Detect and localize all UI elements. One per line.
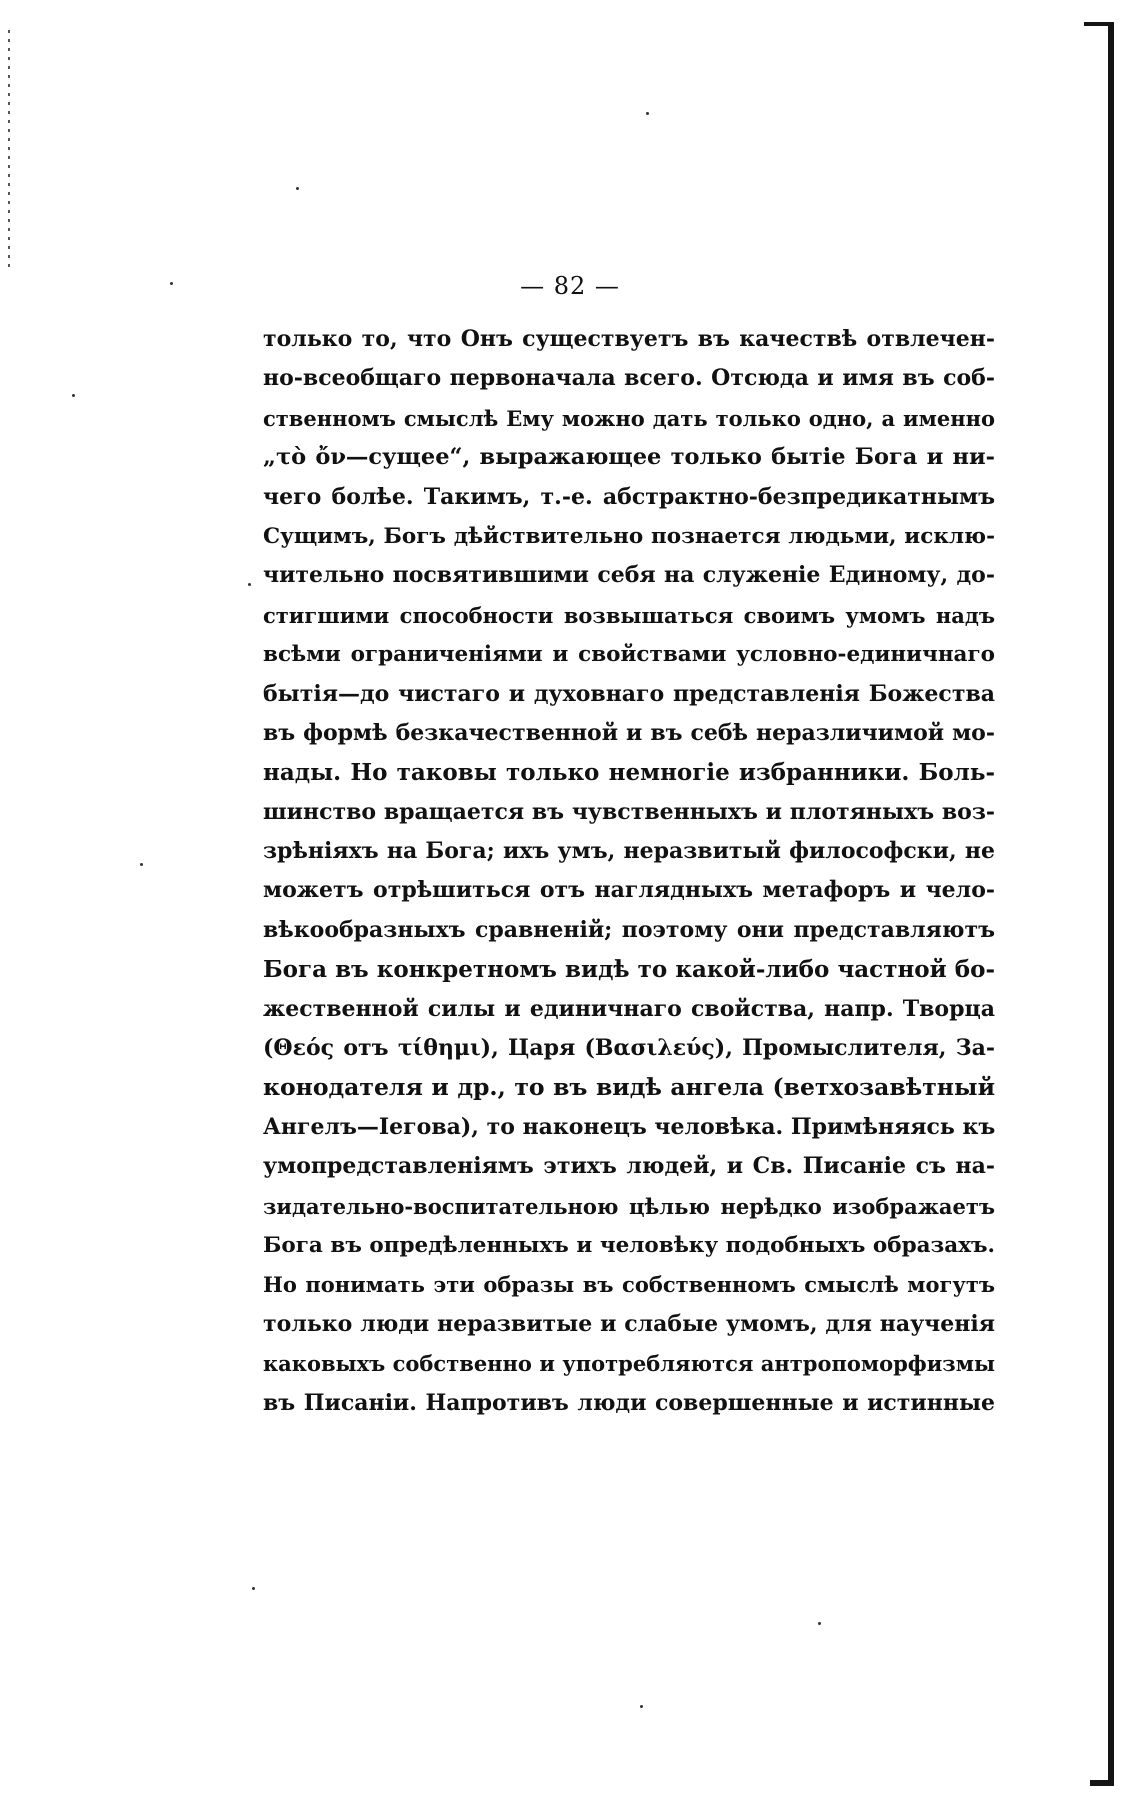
text-line: жественной силы и единичнаго свойства, напр. Творца xyxy=(263,995,995,1022)
text-line: только люди неразвитые и слабые умомъ, для наученія xyxy=(263,1310,995,1337)
scan-speck xyxy=(140,863,143,866)
body-text xyxy=(263,320,995,1423)
text-line: всѣми ограниченіями и свойствами условно-единичнаго xyxy=(263,642,995,668)
text-line: но-всеобщаго первоначала всего. Отсюда и имя въ соб- xyxy=(263,365,995,392)
text-line: Сущимъ, Богъ дѣйствительно познается людьми, исклю- xyxy=(263,523,995,549)
text-line: конодателя и др., то въ видѣ ангела (ветхозавѣтный xyxy=(263,1073,995,1102)
text-line: ственномъ смыслѣ Ему можно дать только одно, а именно xyxy=(263,405,995,431)
scan-left-edge-marks xyxy=(8,30,10,270)
text-line: каковыхъ собственно и употребляются антропоморфизмы xyxy=(263,1351,995,1377)
text-line: стигшими способности возвышаться своимъ умомъ надъ xyxy=(263,602,995,628)
text-line: „τὸ ὄν—сущее“, выражающее только бытіе Бога и ни- xyxy=(263,444,995,471)
text-line: чительно посвятившими себя на служеніе Единому, до- xyxy=(263,562,995,589)
text-line: нады. Но таковы только немногіе избранники. Боль- xyxy=(263,759,995,787)
scan-speck xyxy=(248,583,251,586)
text-line: Ангелъ—Іегова), то наконецъ человѣка. Примѣняясь къ xyxy=(263,1113,995,1140)
text-line: вѣкообразныхъ сравненій; поэтому они представляютъ xyxy=(263,916,995,943)
scan-speck xyxy=(640,1705,643,1708)
text-line: Бога въ конкретномъ видѣ то какой-либо частной бо- xyxy=(263,956,995,984)
scan-speck xyxy=(252,1587,255,1590)
scan-right-edge-foot xyxy=(1090,1780,1114,1786)
text-line: Но понимать эти образы въ собственномъ смыслѣ могутъ xyxy=(263,1272,995,1298)
scan-speck xyxy=(296,187,299,190)
text-line: только то, что Онъ существуетъ въ качествѣ отвлечен- xyxy=(263,326,995,352)
text-line: можетъ отрѣшиться отъ наглядныхъ метафоръ и чело- xyxy=(263,877,995,904)
text-line: зидательно-воспитательною цѣлью нерѣдко изображаетъ xyxy=(263,1193,995,1219)
text-line: зрѣніяхъ на Бога; ихъ умъ, неразвитый философски, не xyxy=(263,838,995,865)
page-number: — 82 — xyxy=(520,272,620,300)
scan-speck xyxy=(818,1622,821,1625)
text-line: въ Писаніи. Напротивъ люди совершенные и истинные xyxy=(263,1389,995,1416)
text-line: умопредставленіямъ этихъ людей, и Св. Писаніе съ на- xyxy=(263,1153,995,1180)
text-line: (Θεός отъ τίθημι), Царя (Βασιλεύς), Промыслителя, За- xyxy=(263,1035,995,1062)
text-line: Бога въ опредѣленныхъ и человѣку подобныхъ образахъ. xyxy=(263,1232,995,1258)
text-line: чего болѣе. Такимъ, т.-е. абстрактно-безпредикатнымъ xyxy=(263,483,995,510)
text-line: бытія—до чистаго и духовнаго представленія Божества xyxy=(263,680,995,707)
scan-speck xyxy=(72,394,75,397)
text-line: въ формѣ безкачественной и въ себѣ неразличимой мо- xyxy=(263,719,995,746)
text-line: шинство вращается въ чувственныхъ и плотяныхъ воз- xyxy=(263,798,995,825)
scan-speck xyxy=(646,112,649,115)
